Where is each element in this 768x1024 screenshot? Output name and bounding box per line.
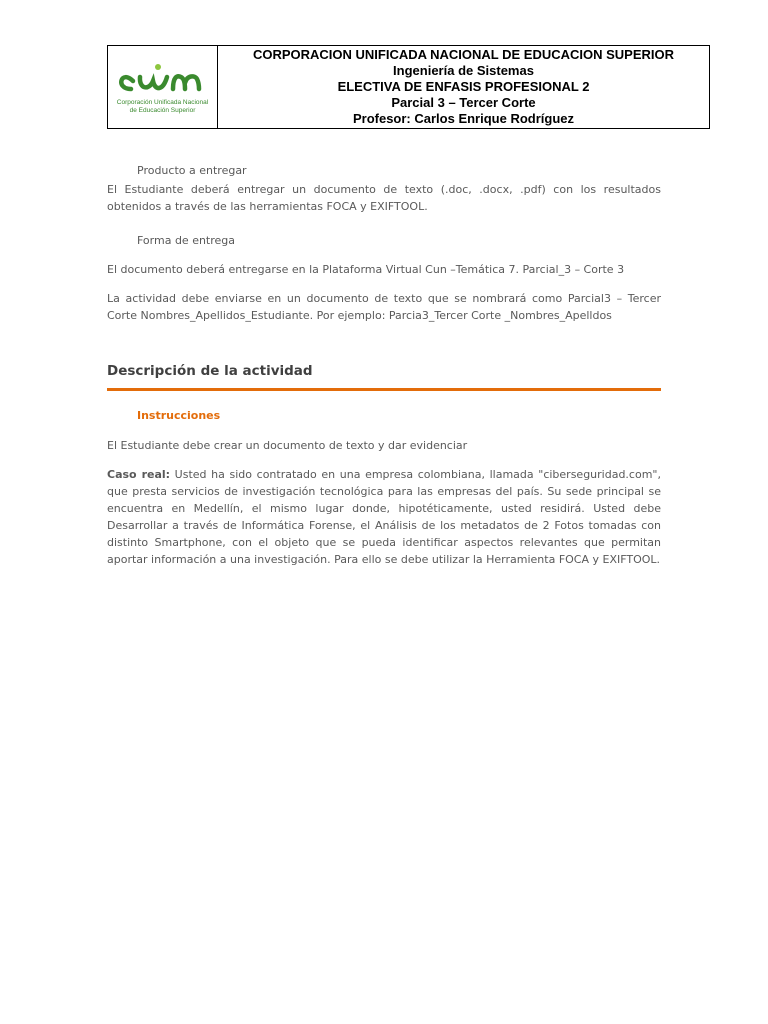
producto-heading: Producto a entregar [137, 164, 247, 177]
course-title: ELECTIVA DE ENFASIS PROFESIONAL 2 [337, 79, 590, 94]
program-title: Ingeniería de Sistemas [393, 63, 534, 78]
forma-heading: Forma de entrega [137, 234, 236, 247]
producto-text: El Estudiante deberá entregar un documento de texto (.doc, .docx, .pdf) con los resultados obtenidos a través de las herramientas FOCA y EXIFTOOL. [107, 183, 661, 213]
instrucciones-heading: Instrucciones [137, 409, 221, 422]
professor-title: Profesor: Carlos Enrique Rodríguez [352, 111, 575, 126]
cun-logo [113, 59, 213, 99]
exam-title: Parcial 3 – Tercer Corte [391, 95, 536, 110]
logo-cell [108, 46, 218, 128]
intro-text: El Estudiante debe crear un documento de texto y dar evidenciar [107, 439, 468, 452]
forma-text-1: El documento deberá entregarse en la Plataforma Virtual Cun –Temática 7. Parcial_3 – Corte 3 [107, 263, 625, 276]
caso-paragraph [107, 466, 661, 568]
title-cell [218, 46, 709, 128]
institution-title: CORPORACION UNIFICADA NACIONAL DE EDUCACION SUPERIOR [252, 47, 675, 62]
header-table [107, 45, 710, 129]
forma-text-2: La actividad debe enviarse en un documento de texto que se nombrará como Parcial3 – Tercer Corte Nombres_Apellidos_Estudiante. Por ejemplo: Parcia3_Tercer Corte _Nombres_Apelldos [107, 292, 661, 322]
section-divider [107, 388, 661, 391]
caso-text: Usted ha sido contratado en una empresa colombiana, llamada "ciberseguridad.com", que presta servicios de investigación tecnológica para las empresas del país. Su sede principal se encuentra en Medellín, el mismo lugar donde, hipotéticamente, usted residirá. Usted debe Desarrollar a través de Informática Forense, el Análisis de los metadatos de 2 Fotos tomadas con distinto Smartphone, con el objeto que se pueda identificar aspectos relevantes que permitan aportar información a una investigación. Para ello se debe utilizar la Herramienta FOCA y EXIFTOOL. [107, 468, 661, 566]
logo-caption-line2: de Educación Superior [129, 107, 196, 114]
logo-caption-line1: Corporación Unificada Nacional [116, 99, 209, 106]
caso-label: Caso real: [107, 468, 171, 481]
section-title: Descripción de la actividad [107, 363, 313, 379]
